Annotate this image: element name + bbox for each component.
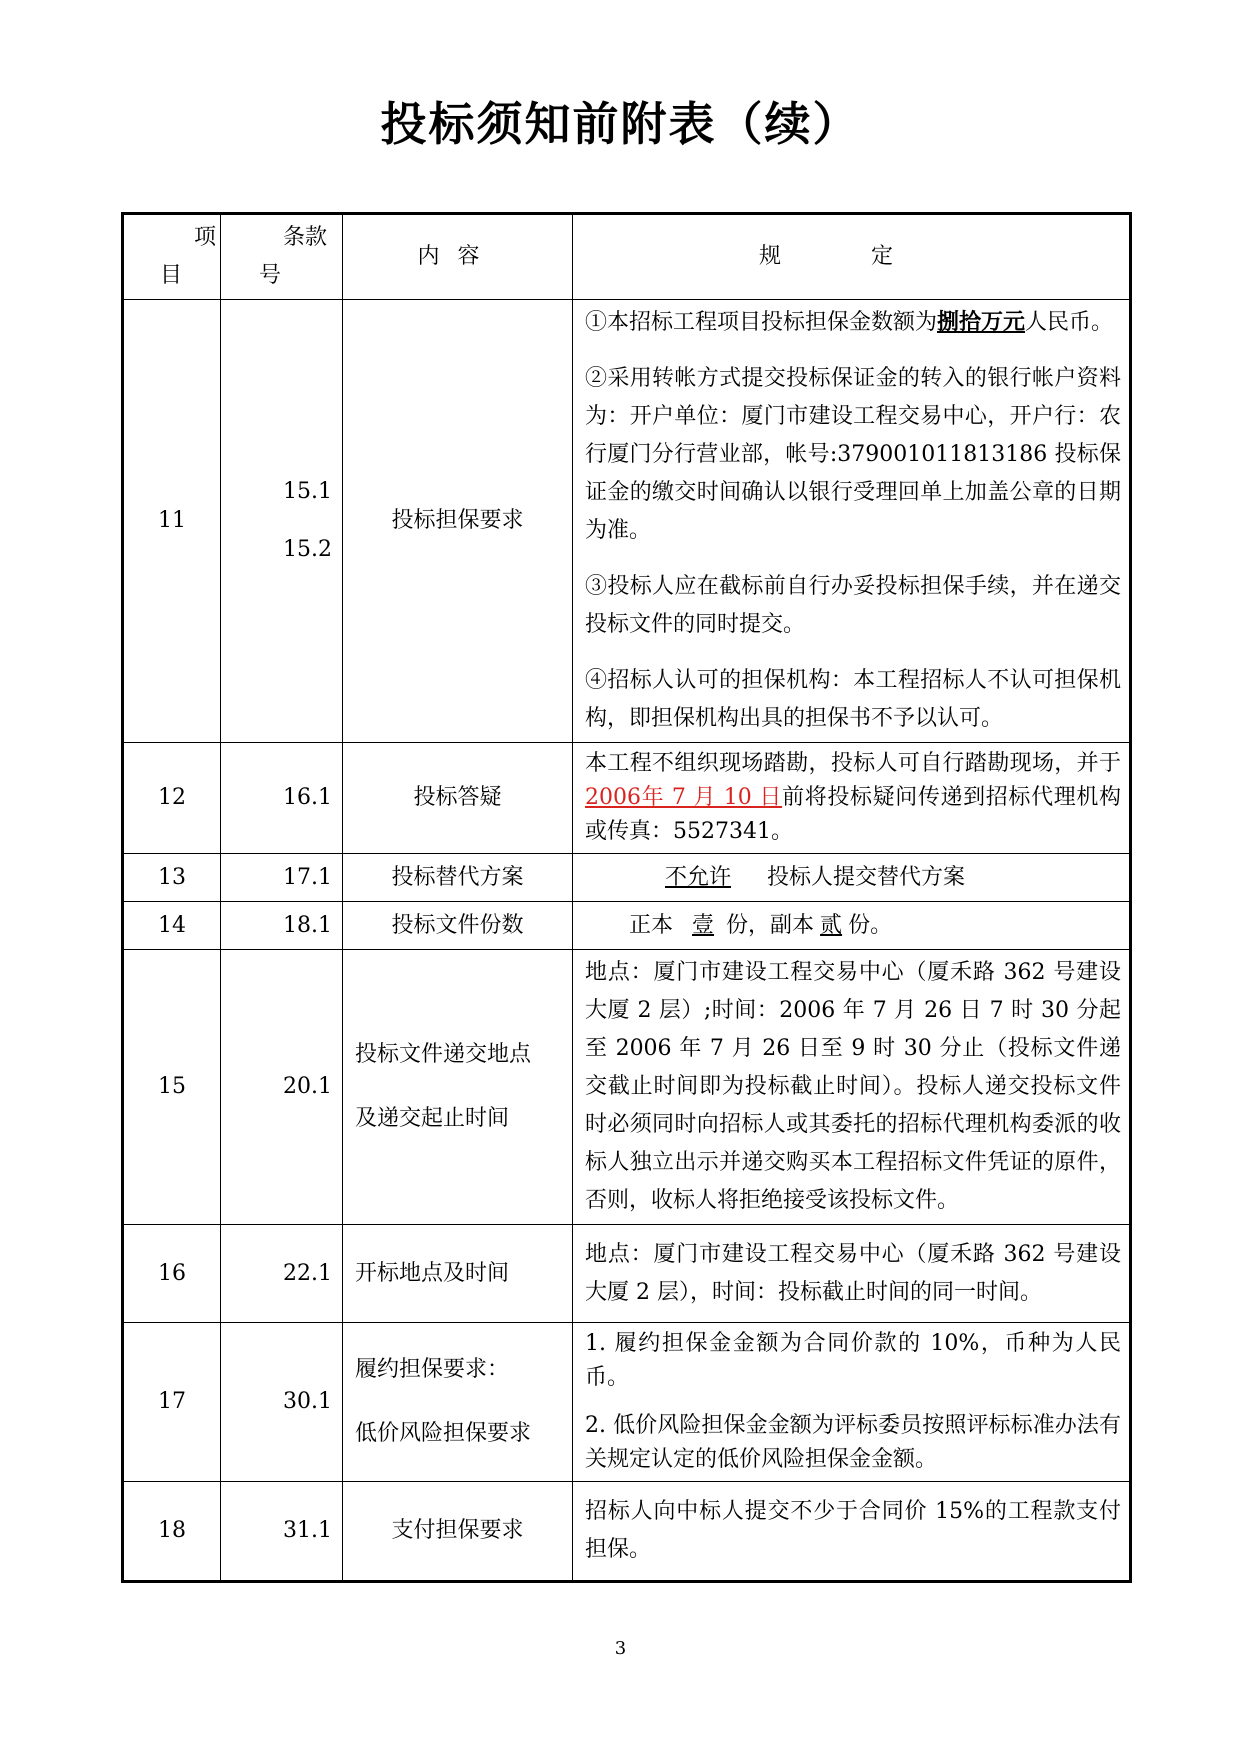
page-title: 投标须知前附表（续） <box>380 97 861 151</box>
row-clause: 18.1 <box>221 902 343 950</box>
row-rule: 不允许 投标人提交替代方案 <box>573 854 1131 902</box>
row-clause: 30.1 <box>221 1323 343 1482</box>
table-row <box>123 950 1131 1225</box>
row-rule: ①本招标工程项目投标担保金数额为捌拾万元人民币。 ②采用转帐方式提交投标保证金的转入的银行帐户资料为：开户单位：厦门市建设工程交易中心，开户行：农行厦门分行营业部，帐号:379001011813186 投标保证金的缴交时间确认以银行受理回单上加盖公章的日期为准。 ③投标人应在截标前自行办妥投标担保手续，并在递交投标文件的同时提交。 ④招标人认可的担保机构：本工程招标人不认可担保机构，即担保机构出具的担保书不予以认可。 <box>573 300 1131 743</box>
row-rule: 地点：厦门市建设工程交易中心（厦禾路 362 号建设大厦 2 层），时间：投标截止时间的同一时间。 <box>573 1225 1131 1323</box>
table-row <box>123 743 1131 854</box>
row-number: 14 <box>123 902 221 950</box>
header-item-number: 项 目 <box>123 214 221 300</box>
row-item: 支付担保要求 <box>343 1482 573 1582</box>
table-row <box>123 300 1131 743</box>
row-rule: 正本 壹 份，副本 贰 份。 <box>573 902 1131 950</box>
row-number: 18 <box>123 1482 221 1582</box>
header-clause-number: 条款 号 <box>221 214 343 300</box>
table-row <box>123 1225 1131 1323</box>
qa-deadline-year: 2006 <box>585 785 641 810</box>
row-item: 投标文件份数 <box>343 902 573 950</box>
row-number: 13 <box>123 854 221 902</box>
page-number: 3 <box>614 1638 627 1659</box>
table-header-row <box>123 214 1131 300</box>
row-item: 投标文件递交地点 及递交起止时间 <box>343 950 573 1225</box>
row-clause: 22.1 <box>221 1225 343 1323</box>
row-clause: 16.1 <box>221 743 343 854</box>
table-row <box>123 1323 1131 1482</box>
header-content: 内容 <box>343 214 573 300</box>
row-clause: 15.1 15.2 <box>221 300 343 743</box>
row-item: 投标担保要求 <box>343 300 573 743</box>
row-number: 17 <box>123 1323 221 1482</box>
row-item: 投标答疑 <box>343 743 573 854</box>
bid-instructions-table <box>121 212 1132 1583</box>
table-row <box>123 1482 1131 1582</box>
row-item: 履约担保要求： 低价风险担保要求 <box>343 1323 573 1482</box>
table-row <box>123 854 1131 902</box>
header-provision: 规定 <box>573 214 1131 300</box>
row-number: 12 <box>123 743 221 854</box>
row-clause: 31.1 <box>221 1482 343 1582</box>
row-number: 11 <box>123 300 221 743</box>
row-number: 16 <box>123 1225 221 1323</box>
row-item: 开标地点及时间 <box>343 1225 573 1323</box>
table-row <box>123 902 1131 950</box>
row-rule: 地点：厦门市建设工程交易中心（厦禾路 362 号建设大厦 2 层）;时间：2006 年 7 月 26 日 7 时 30 分起至 2006 年 7 月 26 日至 9 时 30 分止（投标文件递交截止时间即为投标截止时间）。投标人递交投标文件时必须同时向招标人或其委托的招标代理机构委派的收标人独立出示并递交购买本工程招标文件凭证的原件，否则，收标人将拒绝接受该投标文件。 <box>573 950 1131 1225</box>
row-clause: 17.1 <box>221 854 343 902</box>
row-clause: 20.1 <box>221 950 343 1225</box>
row-number: 15 <box>123 950 221 1225</box>
row-rule: 招标人向中标人提交不少于合同价 15%的工程款支付担保。 <box>573 1482 1131 1582</box>
row-rule: 1. 履约担保金金额为合同价款的 10%，币种为人民币。 2. 低价风险担保金金额为评标委员按照评标标准办法有关规定认定的低价风险担保金金额。 <box>573 1323 1131 1482</box>
row-rule: 本工程不组织现场踏勘，投标人可自行踏勘现场，并于2006年 7 月 10 日前将投标疑问传递到招标代理机构或传真：5527341。 <box>573 743 1131 854</box>
qa-deadline-date: 年 7 月 10 日 <box>641 785 783 810</box>
guarantee-amount: 捌拾万元 <box>937 310 1026 335</box>
row-item: 投标替代方案 <box>343 854 573 902</box>
